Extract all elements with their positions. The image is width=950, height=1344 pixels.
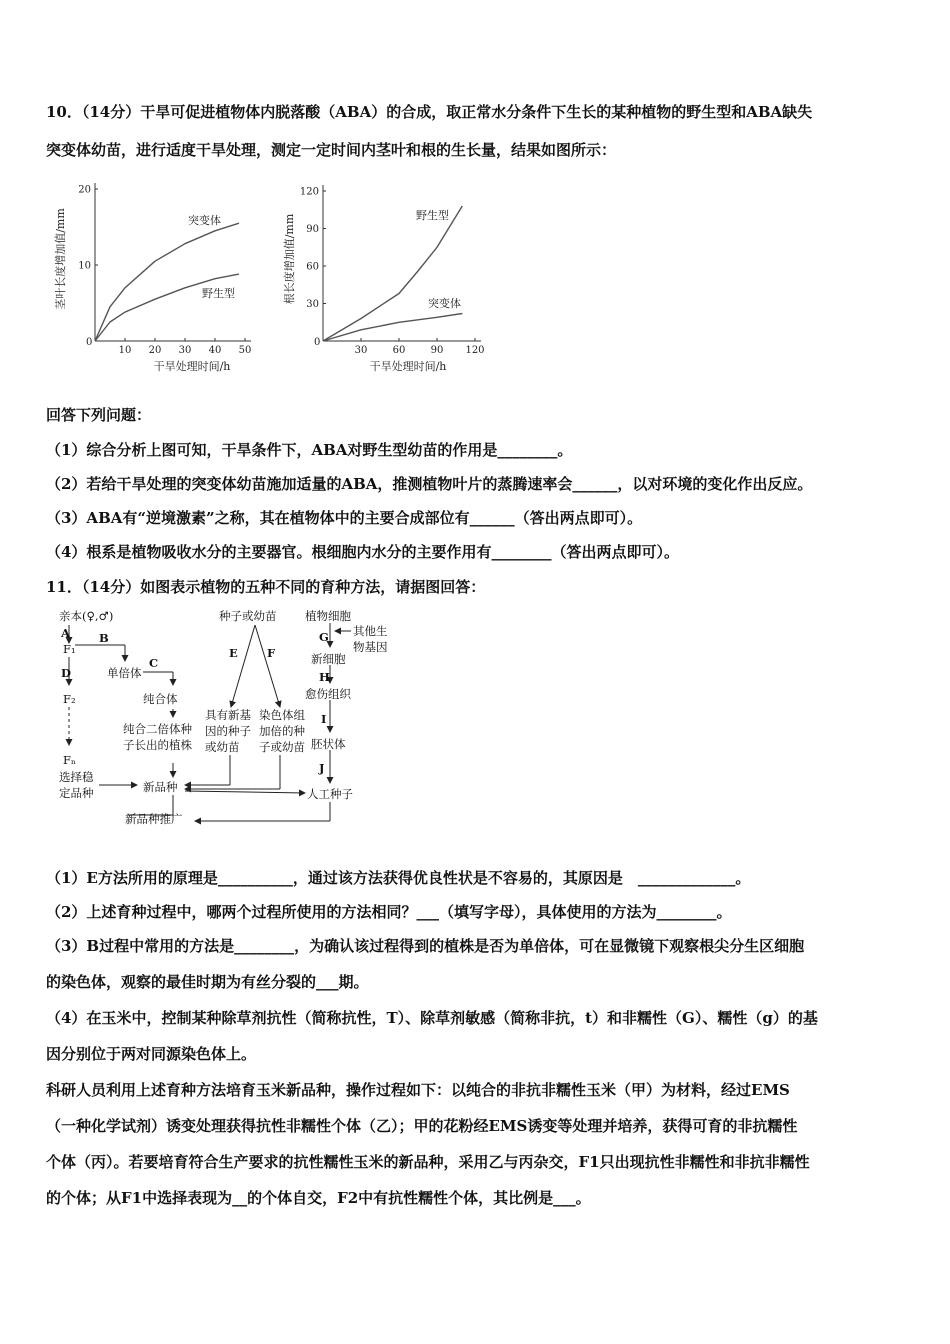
- x-tick-label: 60: [392, 345, 406, 356]
- q10-stem-line2: 突变体幼苗，进行适度干旱处理，测定一定时间内茎叶和根的生长量，结果如图所示：: [46, 141, 617, 159]
- x-tick-label: 90: [430, 345, 444, 356]
- node-newgene-3: 或幼苗: [205, 740, 240, 754]
- y-tick-label: 120: [299, 186, 319, 198]
- node-pure-plant-1: 纯合二倍体种: [123, 722, 192, 736]
- node-artificial-seed: 人工种子: [307, 787, 353, 801]
- q10-sub-2: （2）若给干旱处理的突变体幼苗施加适量的ABA，推测植物叶片的蒸腾速率会______，以对环境的变化作出反应。: [46, 475, 813, 493]
- q10-sub-3: （3）ABA有“逆境激素”之称，其在植物体中的主要合成部位有______（答出两点即可）。: [46, 509, 643, 527]
- node-embryoid: 胚状体: [311, 737, 346, 751]
- x-tick-label: 120: [465, 345, 485, 356]
- node-other-gene-2: 物基因: [353, 640, 388, 654]
- node-callus: 愈伤组织: [305, 687, 351, 701]
- node-newgene-1: 具有新基: [205, 708, 251, 722]
- node-select-1: 选择稳: [59, 770, 94, 784]
- x-tick-label: 40: [208, 345, 222, 356]
- node-pure-plant-2: 子长出的植株: [123, 738, 192, 752]
- breeding-methods-diagram: [55, 605, 400, 830]
- node-haploid: 单倍体: [107, 666, 142, 680]
- y-axis-label: 茎叶长度增加值/mm: [54, 208, 67, 310]
- q10-prompt: 回答下列问题：: [46, 406, 152, 424]
- node-doubled-3: 子或幼苗: [259, 740, 305, 754]
- q11-sub-4-line1: （4）在玉米中，控制某种除草剂抗性（简称抗性，T）、除草剂敏感（简称非抗，t）和非糯性（G）、糯性（g）的基: [46, 1009, 818, 1027]
- q11-sub-4-line2: 因分别位于两对同源染色体上。: [46, 1045, 257, 1063]
- origin-label: 0: [86, 337, 93, 348]
- x-tick-label: 50: [238, 345, 252, 356]
- node-new-cell: 新细胞: [311, 652, 346, 666]
- node-select-2: 定品种: [59, 786, 94, 800]
- series-line-1: [95, 274, 239, 341]
- label-B: B: [99, 631, 109, 645]
- label-F: F: [267, 646, 276, 660]
- origin-label: 0: [314, 337, 321, 348]
- q11-stem: 11．（14分）如图表示植物的五种不同的育种方法，请据图回答：: [46, 578, 486, 596]
- node-parent: 亲本(♀,♂): [59, 609, 114, 623]
- q11-sub-1: （1）E方法所用的原理是__________，通过该方法获得优良性状是不容易的，其原因是 _____________。: [46, 869, 751, 887]
- q11-sub-2: （2）上述育种过程中，哪两个过程所使用的方法相同？___（填写字母），具体使用的方法为________。: [46, 903, 732, 921]
- label-E: E: [229, 646, 238, 660]
- series-label-wildtype: 野生型: [202, 287, 235, 300]
- q11-para-line4: 的个体；从F1中选择表现为__的个体自交，F2中有抗性糯性个体，其比例是___。: [46, 1189, 591, 1207]
- node-pure: 纯合体: [143, 692, 178, 706]
- q11-para-line1: 科研人员利用上述育种方法培育玉米新品种，操作过程如下：以纯合的非抗非糯性玉米（甲）为材料，经过EMS: [46, 1081, 790, 1099]
- q11-sub-3-line2: 的染色体，观察的最佳时期为有丝分裂的___期。: [46, 973, 369, 991]
- node-newgene-2: 因的种子: [205, 724, 251, 738]
- label-G: G: [319, 630, 329, 644]
- series-label-wildtype: 野生型: [416, 209, 449, 222]
- node-Fn: Fₙ: [63, 753, 76, 767]
- label-A: A: [61, 626, 70, 640]
- chart-stem-leaf-growth: [50, 175, 275, 375]
- node-F2: F₂: [63, 692, 76, 706]
- label-D: D: [61, 666, 71, 680]
- y-tick-label: 90: [306, 224, 319, 235]
- node-seed: 种子或幼苗: [219, 609, 277, 623]
- q11-sub-3-line1: （3）B过程中常用的方法是________，为确认该过程得到的植株是否为单倍体，可在显微镜下观察根尖分生区细胞: [46, 937, 805, 955]
- x-tick-label: 30: [178, 345, 192, 356]
- y-tick-label: 30: [306, 299, 319, 310]
- series-line-0: [95, 223, 239, 341]
- y-tick-label: 20: [78, 184, 91, 196]
- node-new-variety: 新品种: [143, 780, 178, 794]
- q10-sub-4: （4）根系是植物吸收水分的主要器官。根细胞内水分的主要作用有________（答出两点即可）。: [46, 543, 679, 561]
- q11-para-line2: （一种化学试剂）诱变处理获得抗性非糯性个体（乙）；甲的花粉经EMS诱变等处理并培养，获得可育的非抗糯性: [46, 1117, 798, 1135]
- x-axis-label: 干旱处理时间/h: [153, 360, 231, 373]
- q10-sub-1: （1）综合分析上图可知，干旱条件下，ABA对野生型幼苗的作用是________。: [46, 441, 573, 459]
- node-promote: 新品种推广: [125, 812, 183, 826]
- x-axis-label: 干旱处理时间/h: [369, 360, 447, 373]
- node-plant-cell: 植物细胞: [305, 609, 351, 623]
- y-tick-label: 60: [306, 261, 319, 273]
- node-F1: F₁: [63, 642, 76, 656]
- node-other-gene-1: 其他生: [353, 624, 388, 638]
- series-line-0: [323, 206, 462, 341]
- y-axis-label: 根长度增加值/mm: [283, 213, 296, 305]
- q11-para-line3: 个体（丙）。若要培育符合生产要求的抗性糯性玉米的新品种，采用乙与丙杂交，F1只出现抗性非糯性和非抗非糯性: [46, 1153, 810, 1171]
- series-label-mutant: 突变体: [188, 214, 221, 227]
- chart-root-growth: [283, 175, 498, 375]
- node-doubled-1: 染色体组: [259, 708, 305, 722]
- series-label-mutant: 突变体: [428, 297, 461, 310]
- series-line-1: [323, 314, 462, 342]
- x-tick-label: 30: [354, 345, 368, 356]
- q10-stem-line1: 10．（14分）干旱可促进植物体内脱落酸（ABA）的合成，取正常水分条件下生长的某种植物的野生型和ABA缺失: [46, 103, 813, 121]
- label-C: C: [149, 656, 159, 670]
- node-doubled-2: 加倍的种: [259, 724, 305, 738]
- y-tick-label: 10: [78, 260, 91, 272]
- label-I: I: [321, 712, 327, 726]
- x-tick-label: 20: [148, 345, 162, 356]
- x-tick-label: 10: [118, 345, 132, 356]
- label-H: H: [319, 670, 330, 684]
- label-J: J: [319, 761, 325, 775]
